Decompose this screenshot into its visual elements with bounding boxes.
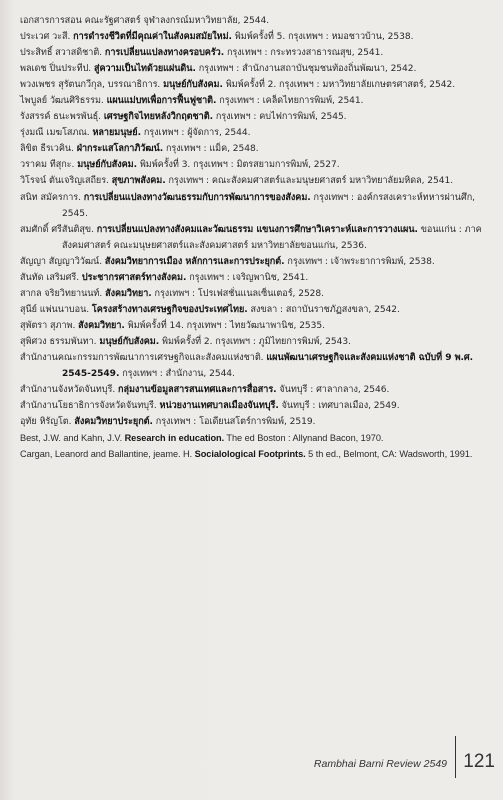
- reference-author: วิโรจน์ ตันเจริญเสถียร.: [20, 176, 112, 187]
- reference-entry: [20, 13, 488, 29]
- footer-divider: [455, 736, 456, 778]
- reference-publication: จันทบุรี : ศาลากลาง, 2546.: [276, 385, 390, 396]
- reference-title: แผนแม่บทเพื่อการฟื้นฟูชาติ.: [106, 96, 217, 107]
- reference-publication: กรุงเทพฯ : โอเดียนสโตร์การพิมพ์, 2519.: [152, 417, 316, 428]
- reference-author: สุพิศวง ธรรมพันทา.: [20, 336, 100, 347]
- reference-publication: กรุงเทพฯ : เคล็ดไทยการพิมพ์, 2541.: [216, 96, 364, 107]
- reference-entry: [20, 222, 488, 254]
- reference-entry: [20, 61, 488, 77]
- reference-entry: [20, 45, 488, 61]
- reference-entry: [20, 173, 488, 189]
- reference-author: Cargan, Leanord and Ballantine, jeame. H.: [20, 449, 195, 460]
- reference-author: สันทัด เสริมศรี.: [20, 272, 82, 283]
- bibliography-list: [20, 13, 488, 462]
- reference-entry: [20, 190, 488, 222]
- reference-title: สังคมวิทยา.: [105, 288, 152, 299]
- reference-entry: [20, 286, 488, 302]
- reference-author: สุพัตรา สุภาพ.: [20, 320, 79, 331]
- reference-title: หลายมนุษย์.: [92, 128, 141, 139]
- reference-title: หน่วยงานเทศบาลเมืองจันทบุรี.: [159, 401, 279, 412]
- reference-author: พลเดช ปิ่นประทีป.: [20, 64, 94, 75]
- reference-title: การดำรงชีวิตที่มีคุณค่าในสังคมสมัยใหม่.: [73, 32, 232, 43]
- reference-entry: [20, 141, 488, 157]
- reference-entry: [20, 382, 488, 398]
- reference-author: Best, J.W. and Kahn, J.V.: [20, 433, 125, 444]
- reference-publication: สงขลา : สถาบันราชภัฏสงขลา, 2542.: [247, 304, 400, 315]
- reference-publication: 5 th ed., Belmont, CA: Wadsworth, 1991.: [305, 449, 473, 460]
- reference-entry: [20, 93, 488, 109]
- reference-publication: พิมพ์ครั้งที่ 5. กรุงเทพฯ : หมอชาวบ้าน, 2538.: [231, 32, 414, 43]
- reference-publication: กรุงเทพฯ : โปรเฟสชั่นแนลเซ็นเตอร์, 2528.: [151, 288, 324, 299]
- reference-entry: [20, 77, 488, 93]
- reference-author: สำนักงานคณะกรรมการพัฒนาการเศรษฐกิจและสังคมแห่งชาติ.: [20, 352, 267, 363]
- reference-publication: พิมพ์ครั้งที่ 3. กรุงเทพฯ : มิตรสยามการพิมพ์, 2527.: [136, 160, 340, 171]
- reference-entry: [20, 318, 488, 334]
- reference-publication: พิมพ์ครั้งที่ 2. กรุงเทพฯ : มหาวิทยาลัยเกษตรศาสตร์, 2542.: [222, 80, 456, 91]
- reference-author: สำนักงานจังหวัดจันทบุรี.: [20, 385, 118, 396]
- reference-entry: [20, 350, 488, 382]
- reference-entry: [20, 430, 488, 446]
- journal-name: Rambhai Barni Review 2549: [313, 758, 447, 770]
- reference-publication: กรุงเทพฯ : แม็ค, 2548.: [163, 144, 259, 155]
- reference-title: กลุ่มงานข้อมูลสารสนเทศและการสื่อสาร.: [118, 385, 277, 396]
- reference-publication: กรุงเทพฯ : เจ้าพระยาการพิมพ์, 2538.: [284, 256, 435, 267]
- reference-publication: กรุงเทพฯ : สำนักงาน, 2544.: [119, 369, 235, 380]
- reference-entry: [20, 446, 488, 462]
- reference-title: สุขภาพสังคม.: [111, 176, 166, 187]
- reference-author: สากล จริยวิทยานนท์.: [20, 288, 106, 299]
- reference-author: ประเวศ วะสี.: [20, 32, 74, 43]
- reference-author: รังสรรค์ ธนะพรพันธุ์.: [20, 112, 104, 123]
- reference-author: วราคม ทีสุกะ.: [20, 160, 78, 171]
- reference-author: ลิขิต ธีรเวคิน.: [20, 144, 77, 155]
- reference-author: สัญญา สัญญาวิวัฒน์.: [20, 256, 105, 267]
- reference-entry: [20, 334, 488, 350]
- reference-author: ประสิทธิ์ สวาสดิชาติ.: [20, 48, 105, 59]
- reference-publication: The ed Boston : Allynand Bacon, 1970.: [224, 433, 384, 444]
- reference-title: การเปลี่ยนแปลงทางวัฒนธรรมกับการพัฒนาการของสังคม.: [83, 192, 311, 203]
- reference-entry: [20, 414, 488, 430]
- reference-author: เอกสารการสอน คณะรัฐศาสตร์ จุฬาลงกรณ์มหาวิทยาลัย, 2544.: [20, 16, 270, 26]
- reference-publication: กรุงเทพฯ : คณะสังคมศาสตร์และมนุษยศาสตร์ มหาวิทยาลัยมหิดล, 2541.: [165, 176, 454, 187]
- reference-author: รุ่งมณี เมฆโสภณ.: [20, 128, 93, 139]
- reference-title: สังคมวิทยา.: [78, 320, 125, 331]
- reference-title: มนุษย์กับสังคม.: [99, 336, 160, 347]
- reference-title: การเปลี่ยนแปลงทางครอบครัว.: [104, 48, 225, 59]
- reference-publication: พิมพ์ครั้งที่ 2. กรุงเทพฯ : ภูมิไทยการพิมพ์, 2543.: [159, 336, 351, 347]
- reference-publication: กรุงเทพฯ : คบไฟการพิมพ์, 2545.: [212, 112, 347, 123]
- reference-publication: กรุงเทพฯ : กระทรวงสาธารณสุข, 2541.: [224, 48, 384, 59]
- reference-entry: [20, 29, 488, 45]
- page-number: 121: [463, 751, 495, 772]
- reference-author: อุทัย หิรัญโต.: [20, 417, 75, 428]
- reference-title: ประชากรศาสตร์ทางสังคม.: [81, 272, 187, 283]
- reference-title: แผนพัฒนาเศรษฐกิจและสังคมแห่งชาติ ฉบับที่ 9 พ.ศ. 2545-2549.: [62, 352, 474, 380]
- reference-title: ฝ่ากระแสโลกาภิวัฒน์.: [76, 144, 164, 155]
- reference-author: พวงเพชร สุรัตนกวีกุล, บรรณาธิการ.: [20, 80, 164, 91]
- reference-entry: [20, 302, 488, 318]
- reference-entry: [20, 109, 488, 125]
- reference-title: มนุษย์กับสังคม.: [163, 80, 223, 91]
- reference-publication: พิมพ์ครั้งที่ 14. กรุงเทพฯ : ไทยวัฒนาพานิช, 2535.: [124, 320, 325, 331]
- reference-title: การเปลี่ยนแปลงทางสังคมและวัฒนธรรม แขนงการศึกษาวิเคราะห์และการวางแผน.: [96, 224, 418, 235]
- reference-title: Socialological Footprints.: [194, 449, 306, 460]
- reference-publication: กรุงเทพฯ : เจริญพานิช, 2541.: [186, 272, 309, 283]
- reference-author: สำนักงานโยธาธิการจังหวัดจันทบุรี.: [20, 401, 160, 412]
- reference-author: สนิท สมัครการ.: [20, 192, 84, 203]
- reference-title: สู่ความเป็นไทด้วยแผ่นดิน.: [93, 64, 196, 75]
- reference-title: มนุษย์กับสังคม.: [77, 160, 137, 171]
- reference-publication: ขอนแก่น : ภาคสังคมศาสตร์ คณะมนุษยศาสตร์และสังคมศาสตร์ มหาวิทยาลัยขอนแก่น, 2536.: [62, 224, 482, 251]
- reference-entry: [20, 125, 488, 141]
- reference-publication: กรุงเทพฯ : องค์กรสงเคราะห์ทหารผ่านศึก, 2545.: [62, 192, 475, 219]
- reference-author: ไพบูลย์ วัฒนศิริธรรม.: [20, 96, 107, 107]
- reference-author: สมศักดิ์ ศรีสันติสุข.: [20, 224, 97, 235]
- reference-title: สังคมวิทยาการเมือง หลักการและการประยุกต์.: [104, 256, 285, 267]
- reference-title: เศรษฐกิจไทยหลังวิกฤตชาติ.: [103, 112, 213, 123]
- reference-publication: จันทบุรี : เทศบาลเมือง, 2549.: [278, 401, 400, 412]
- page-footer: [314, 736, 495, 778]
- reference-entry: [20, 254, 488, 270]
- reference-entry: [20, 157, 488, 173]
- reference-publication: กรุงเทพฯ : ผู้จัดการ, 2544.: [141, 128, 251, 139]
- reference-title: Research in education.: [124, 433, 225, 444]
- reference-title: โครงสร้างทางเศรษฐกิจของประเทศไทย.: [91, 304, 248, 315]
- reference-entry: [20, 398, 488, 414]
- reference-entry: [20, 270, 488, 286]
- reference-publication: กรุงเทพฯ : สำนักงานสถาบันชุมชนท้องถิ่นพัฒนา, 2542.: [195, 64, 417, 75]
- reference-author: สุนีย์ แพ่นนาบอน.: [20, 304, 92, 315]
- reference-title: สังคมวิทยาประยุกต์.: [74, 417, 153, 428]
